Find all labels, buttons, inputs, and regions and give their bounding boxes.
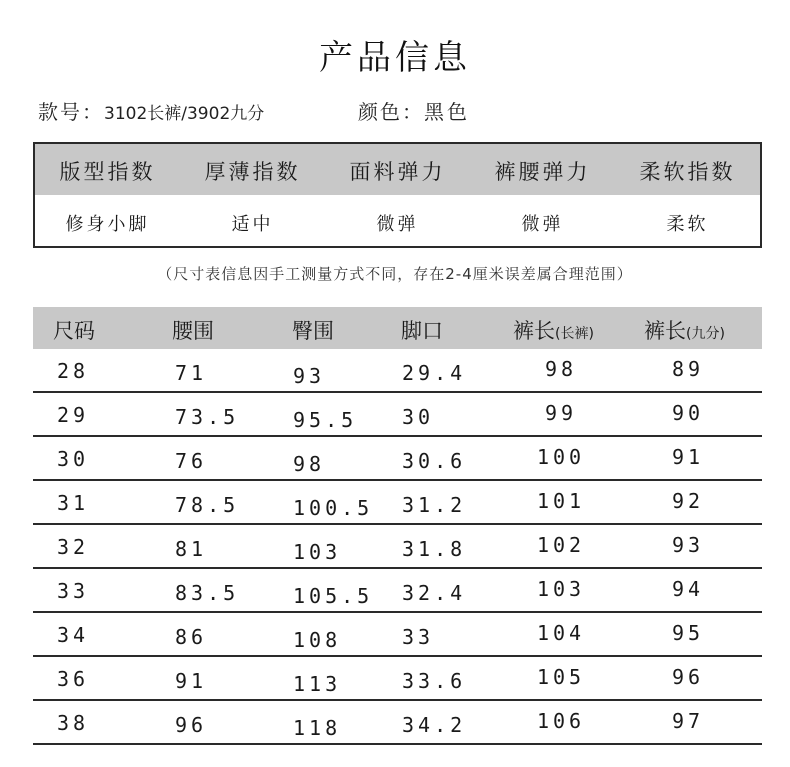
table-row [33, 437, 762, 481]
cell-hip: 105.5 [293, 584, 374, 608]
cell-length-nine: 97 [671, 709, 705, 733]
cell-hem: 32.4 [402, 581, 467, 605]
table-row [33, 393, 762, 437]
cell-length-long: 105 [536, 665, 586, 689]
header-length-nine [644, 315, 725, 345]
cell-size: 28 [57, 359, 90, 383]
cell-hip: 100.5 [293, 496, 374, 520]
table-row [33, 657, 762, 701]
cell-size: 34 [57, 623, 90, 647]
cell-length-nine: 91 [671, 445, 705, 469]
color-value: 黑色 [424, 100, 470, 124]
cell-waist: 86 [175, 625, 208, 649]
index-value-cell: 微弹 [521, 214, 564, 235]
cell-hip: 103 [293, 540, 342, 564]
cell-waist: 81 [175, 537, 208, 561]
index-header-cell: 版型指数 [59, 160, 156, 184]
cell-hip: 93 [293, 364, 326, 388]
table-row [33, 701, 762, 745]
cell-waist: 83.5 [175, 581, 240, 605]
cell-waist: 73.5 [175, 405, 240, 429]
cell-hip: 113 [293, 672, 342, 696]
header-hem: 脚口 [401, 319, 443, 343]
size-table-header [33, 307, 762, 349]
cell-size: 36 [57, 667, 90, 691]
header-length-long [513, 315, 594, 345]
cell-waist: 78.5 [175, 493, 240, 517]
cell-hem: 30.6 [402, 449, 467, 473]
index-header-cell: 柔软指数 [639, 160, 736, 184]
cell-hip: 95.5 [293, 408, 358, 432]
cell-length-long: 103 [536, 577, 586, 601]
cell-hip: 98 [293, 452, 326, 476]
cell-size: 29 [57, 403, 90, 427]
cell-waist: 76 [175, 449, 208, 473]
index-value-cell: 适中 [231, 214, 274, 235]
cell-size: 31 [57, 491, 90, 515]
header-length-long-sub: (长裤) [555, 326, 594, 342]
fit-index-table [33, 142, 762, 248]
color-info [358, 96, 470, 125]
index-value-cell: 微弹 [376, 214, 419, 235]
header-length-nine-sub: (九分) [686, 326, 725, 342]
style-number [38, 96, 264, 125]
color-label: 颜色： [358, 100, 424, 124]
index-value-cell: 修身小脚 [65, 214, 150, 235]
cell-size: 30 [57, 447, 90, 471]
cell-length-long: 100 [536, 445, 586, 469]
cell-hem: 34.2 [402, 713, 467, 737]
index-header-cell: 裤腰弹力 [494, 160, 591, 184]
cell-length-nine: 90 [671, 401, 705, 425]
table-row [33, 525, 762, 569]
style-number-label: 款号： [38, 100, 104, 124]
cell-length-long: 104 [536, 621, 586, 645]
cell-hem: 33 [402, 625, 435, 649]
header-hip: 臀围 [292, 319, 334, 343]
measurement-note: （尺寸表信息因手工测量方式不同，存在2-4厘米误差属合理范围） [157, 265, 633, 283]
cell-size: 33 [57, 579, 90, 603]
cell-hem: 29.4 [402, 361, 467, 385]
cell-length-long: 99 [544, 401, 578, 425]
cell-hem: 33.6 [402, 669, 467, 693]
table-row [33, 349, 762, 393]
header-size: 尺码 [53, 319, 95, 343]
table-row [33, 569, 762, 613]
cell-length-long: 106 [536, 709, 586, 733]
cell-length-nine: 89 [671, 357, 705, 381]
cell-waist: 71 [175, 361, 208, 385]
style-number-value: 3102长裤/3902九分 [104, 104, 265, 124]
cell-size: 38 [57, 711, 90, 735]
cell-hip: 108 [293, 628, 342, 652]
cell-length-nine: 93 [671, 533, 705, 557]
table-row [33, 481, 762, 525]
cell-hem: 31.2 [402, 493, 467, 517]
cell-hem: 31.8 [402, 537, 467, 561]
cell-length-nine: 92 [671, 489, 705, 513]
header-waist: 腰围 [172, 319, 214, 343]
row-divider [33, 743, 762, 745]
cell-waist: 91 [175, 669, 208, 693]
cell-length-long: 102 [536, 533, 586, 557]
cell-length-long: 98 [544, 357, 578, 381]
page-title: 产品信息 [319, 38, 471, 78]
cell-length-nine: 95 [671, 621, 705, 645]
index-value-cell: 柔软 [666, 214, 709, 235]
table-row [33, 613, 762, 657]
cell-length-nine: 96 [671, 665, 705, 689]
cell-size: 32 [57, 535, 90, 559]
fit-index-header-row [35, 144, 760, 195]
header-length-nine-main: 裤长 [644, 319, 686, 343]
cell-length-nine: 94 [671, 577, 705, 601]
cell-length-long: 101 [536, 489, 586, 513]
cell-hip: 118 [293, 716, 342, 740]
header-length-long-main: 裤长 [513, 319, 555, 343]
index-header-cell: 面料弹力 [349, 160, 446, 184]
index-header-cell: 厚薄指数 [204, 160, 301, 184]
cell-waist: 96 [175, 713, 208, 737]
cell-hem: 30 [402, 405, 435, 429]
